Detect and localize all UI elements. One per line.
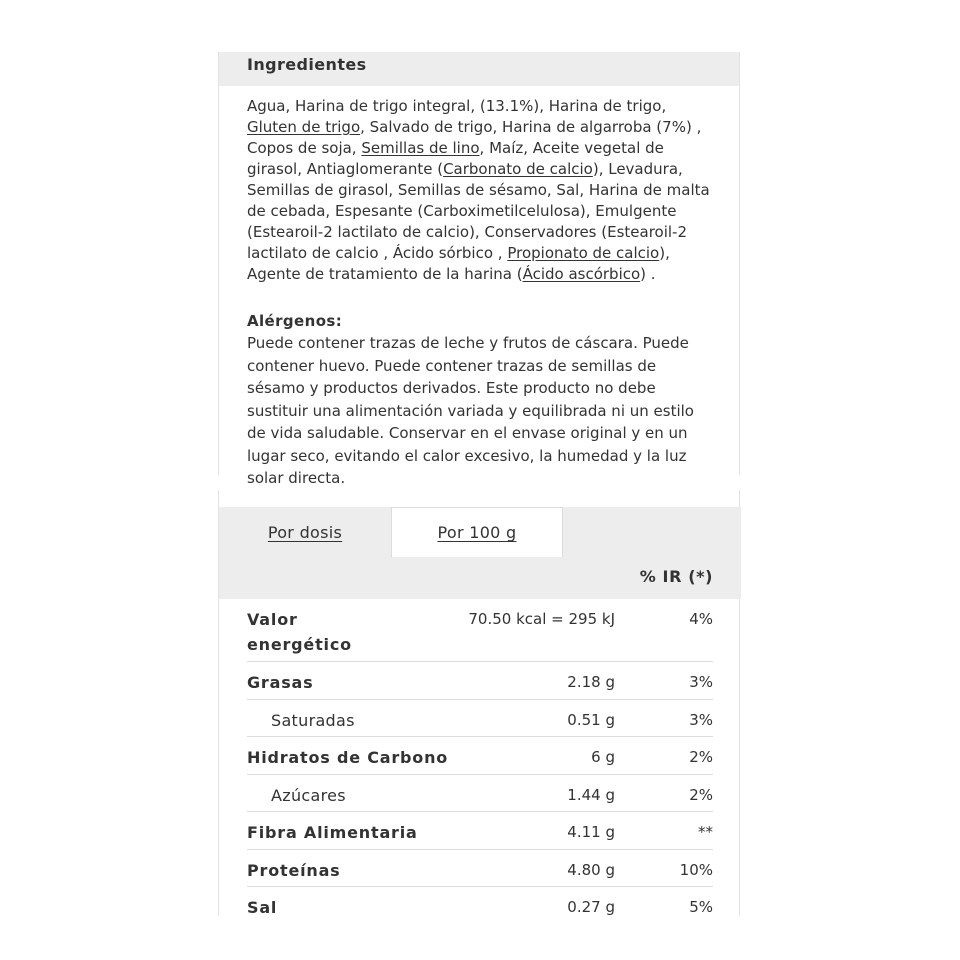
table-header [219, 557, 741, 599]
nutrient-name: Hidratos de Carbono [247, 748, 449, 767]
nutrient-ir: 2% [689, 748, 713, 766]
nutrient-ir: 3% [689, 710, 713, 729]
ingredients-segment: Agua, Harina de trigo integral, (13.1%), Harina de trigo, [247, 97, 667, 115]
nutrient-ir: ** [698, 823, 713, 841]
ingredients-title: Ingredientes [247, 55, 367, 74]
table-row [247, 775, 713, 813]
nutrient-name: Sal [247, 898, 278, 917]
nutrient-name: Valor energético [247, 610, 352, 654]
ingredients-segment: ) . [640, 265, 656, 283]
table-row [247, 887, 713, 925]
nutrient-amount: 0.27 g [567, 898, 615, 916]
allergens-text: Puede contener trazas de leche y frutos de cáscara. Puede contener huevo. Puede contener trazas de semillas de sésamo y productos derivados. Este producto no debe sustituir una alimentación variada y equilibrada ni un estilo de vida saludable. Conservar en el envase original y en un lugar seco, evitando el calor excesivo, la humedad y la luz solar directa. [247, 334, 694, 487]
ingredient-link-propionato[interactable]: Propionato de calcio [507, 244, 660, 262]
nutrient-amount: 4.11 g [567, 823, 615, 841]
table-row [247, 812, 713, 850]
table-row [247, 662, 713, 700]
nutrition-card [218, 490, 740, 916]
ir-column-header: % IR (*) [639, 567, 713, 586]
ingredient-link-ascorbico[interactable]: Ácido ascórbico [522, 265, 641, 283]
nutrient-ir: 2% [689, 785, 713, 804]
nutrient-name: Saturadas [271, 710, 355, 730]
nutrient-ir: 4% [689, 610, 713, 628]
ingredient-link-gluten[interactable]: Gluten de trigo [247, 118, 361, 136]
nutrient-amount: 2.18 g [567, 673, 615, 691]
nutrient-name: Proteínas [247, 860, 341, 880]
nutrient-ir: 10% [679, 860, 713, 879]
nutrient-amount: 6 g [591, 748, 615, 766]
nutrition-table [247, 599, 713, 925]
nutrient-name: Fibra Alimentaria [247, 823, 418, 842]
nutrient-amount: 70.50 kcal = 295 kJ [468, 610, 615, 628]
table-row [247, 599, 713, 662]
ingredients-segment: ), Agente de tratamiento de la harina ( [247, 244, 670, 283]
nutrient-ir: 3% [689, 673, 713, 691]
nutrient-name: Grasas [247, 673, 314, 692]
ingredients-segment: , Maíz, Aceite vegetal de girasol, Antiaglomerante ( [247, 139, 664, 178]
nutrient-amount: 1.44 g [567, 785, 615, 804]
nutrient-ir: 5% [689, 898, 713, 916]
ingredients-card [218, 52, 740, 487]
tab-por-100g[interactable]: Por 100 g [391, 507, 563, 557]
ingredient-link-carbonato[interactable]: Carbonato de calcio [443, 160, 593, 178]
ingredients-text [219, 86, 739, 285]
ingredients-header [219, 52, 739, 86]
ingredients-segment: ), Levadura, Semillas de girasol, Semillas de sésamo, Sal, Harina de malta de cebada, Espesante (Carboximetilcelulosa), Emulgente (Estearoil-2 lactilato de calcio), Conservadores (Estearoil-2 lactilato de calcio , Ácido sórbico , [247, 160, 710, 262]
tab-por-dosis[interactable]: Por dosis [219, 507, 391, 557]
nutrition-tabs [219, 507, 741, 557]
allergens-title: Alérgenos: [247, 312, 343, 330]
ingredients-segment: , Salvado de trigo, Harina de algarroba (7%) , Copos de soja, [247, 118, 702, 157]
nutrient-name: Azúcares [271, 785, 346, 805]
nutrient-amount: 0.51 g [567, 710, 615, 729]
table-row [247, 700, 713, 738]
table-row [247, 737, 713, 775]
ingredient-link-lino[interactable]: Semillas de lino [361, 139, 480, 157]
table-row [247, 850, 713, 888]
nutrient-amount: 4.80 g [567, 860, 615, 879]
